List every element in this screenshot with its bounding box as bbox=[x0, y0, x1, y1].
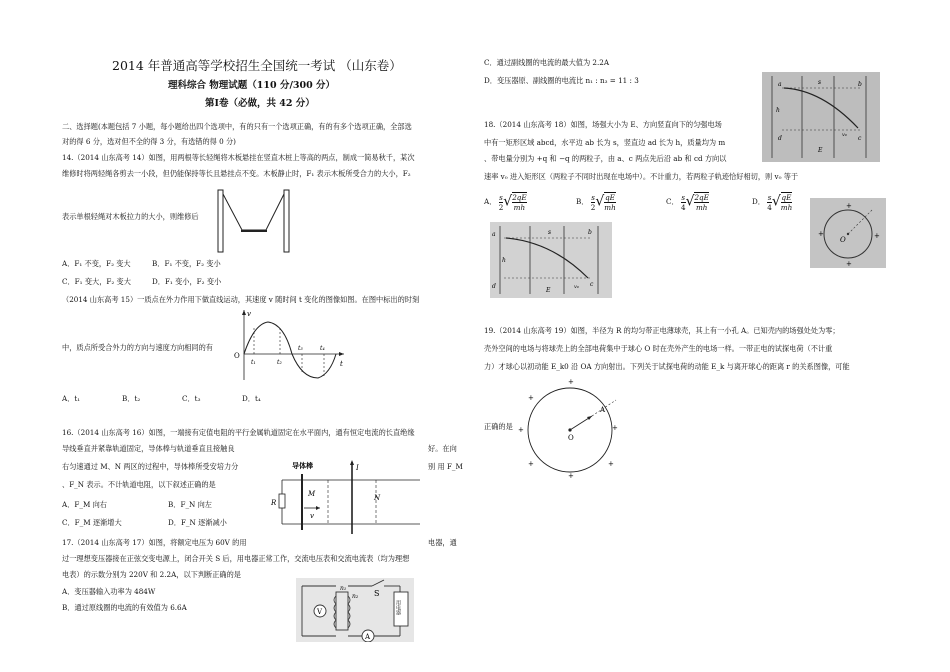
q18-option-c: C． $\frac{s}{4}$ √ $\frac{2qE}{mh}$ bbox=[666, 192, 709, 212]
q16-line: 右匀速通过 M、N 两区的过程中，导体棒所受安培力分 bbox=[62, 462, 239, 471]
rail-m-label: M bbox=[308, 490, 316, 498]
fm-h-label: h bbox=[502, 257, 506, 264]
intro-line: 对的得 6 分，选对但不全的得 3 分，有选错的得 0 分) bbox=[62, 137, 236, 146]
shell-figure-small bbox=[810, 198, 886, 268]
q18-d-num: qE bbox=[781, 193, 792, 202]
q14-option-b: B．F₁ 不变，F₂ 变小 bbox=[152, 259, 221, 268]
fm-c-label: c bbox=[590, 281, 594, 288]
q18-c-mh: mh bbox=[695, 203, 708, 212]
vt-t2-label: t₂ bbox=[277, 359, 282, 366]
paper-title: 2014 年普通高等学校招生全国统一考试 （山东卷） bbox=[112, 58, 402, 73]
q17-line: 电表）的示数分别为 220V 和 2.2A，以下判断正确的是 bbox=[62, 570, 241, 579]
q18-option-a: A． $\frac{s}{2}$ √ $\frac{2qE}{mh}$ bbox=[484, 192, 527, 212]
ft-s-label: s bbox=[818, 79, 822, 86]
q18-d-mh: mh bbox=[780, 203, 793, 212]
q18-option-a-label: A． bbox=[484, 197, 497, 206]
rail-current-label: I bbox=[356, 464, 359, 472]
q18-option-b: B． $\frac{s}{2}$ √ $\frac{qE}{mh}$ bbox=[576, 192, 616, 212]
fm-a-label: a bbox=[492, 231, 496, 238]
rail-rod-label: 导体棒 bbox=[292, 461, 313, 470]
fm-v0-label: v₀ bbox=[574, 284, 579, 290]
q18-b-den: 2 bbox=[590, 202, 596, 212]
q16-line: 、F_N 表示。不计轨道电阻，以下叙述正确的是 bbox=[62, 480, 216, 489]
q18-line: 18.（2014 山东高考 18）如图，场强大小为 E、方向竖直向下的匀强电场 bbox=[484, 120, 722, 129]
field-figure-top bbox=[762, 72, 880, 162]
q19-line: 力）才球心以初动能 E_k0 沿 OA 方向射出。下列关于试探电荷的动能 E_k 与离开球心的距离 r 的关系图像，可能 bbox=[484, 362, 850, 371]
shell-a-label: A bbox=[600, 406, 606, 414]
q17-line: 17.（2014 山东高考 17）如图，将额定电压为 60V 的用 bbox=[62, 538, 247, 547]
vt-v-label: v bbox=[247, 310, 251, 318]
q19-line: 19.（2014 山东高考 19）如图，半径为 R 的均匀带正电薄球壳，其上有一小孔 A。已知壳内的场强处处为零； bbox=[484, 326, 840, 335]
q18-option-d: D． $\frac{s}{4}$ √ $\frac{qE}{mh}$ bbox=[752, 192, 793, 212]
q18-b-num: qE bbox=[605, 193, 615, 202]
rail-n-label: N bbox=[374, 494, 381, 502]
fm-e-label: E bbox=[546, 287, 551, 294]
q15-line: 中，质点所受合外力的方向与速度方向相同的有 bbox=[62, 343, 213, 352]
field-figure-mid bbox=[490, 222, 612, 298]
ammeter-label: A bbox=[365, 633, 371, 641]
q16-option-b: B．F_N 向左 bbox=[168, 500, 212, 509]
ft-c-label: c bbox=[858, 135, 862, 142]
q15-option-b: B．t₂ bbox=[122, 394, 141, 403]
q19-line: 壳外空间的电场与将球壳上的全部电荷集中于球心 O 时在壳外产生的电场一样。一带正电的试探电荷（不计重 bbox=[484, 344, 833, 353]
small-plus-2: + bbox=[818, 230, 824, 238]
ft-e-label: E bbox=[818, 147, 823, 154]
vt-t3-label: t₃ bbox=[298, 345, 303, 352]
coil-n1-label: n₁ bbox=[340, 585, 347, 592]
q18-line: 、带电量分别为 +q 和 −q 的两粒子，由 a、c 两点先后沿 ab 和 cd 方向以 bbox=[484, 154, 727, 163]
paper-part: 第Ⅰ卷（必做，共 42 分） bbox=[205, 98, 315, 109]
shell-plus: + bbox=[612, 424, 618, 432]
swing-figure bbox=[214, 188, 294, 254]
intro-line: 二、选择题(本题包括 7 小题，每小题给出四个选项中，有的只有一个选项正确，有的有多个选项正确，全部选 bbox=[62, 122, 412, 131]
q18-c-den: 4 bbox=[680, 202, 686, 212]
q18-a-den: 2 bbox=[498, 202, 504, 212]
q18-a-num: 2qE bbox=[512, 193, 527, 202]
q18-d-coef: s bbox=[767, 192, 772, 202]
ft-b-label: b bbox=[858, 81, 862, 88]
q19-line: 正确的是 bbox=[484, 422, 513, 431]
q15-option-c: C．t₃ bbox=[182, 394, 201, 403]
rail-figure bbox=[270, 458, 420, 538]
load-label: 用电器 bbox=[395, 600, 401, 615]
q17-line-tail: 电器，通 bbox=[428, 538, 457, 547]
q16-line-tail: 好。在向 bbox=[428, 444, 457, 453]
q18-a-coef: s bbox=[499, 192, 503, 202]
q14-line: 维修时将两轻绳各剪去一小段，但仍能保持等长且悬挂点不变。木板静止时，F₁ 表示木板所受合力的大小，F₂ bbox=[62, 169, 411, 178]
ft-h-label: h bbox=[776, 107, 780, 114]
small-plus-4: + bbox=[846, 260, 852, 268]
q18-d-den: 4 bbox=[767, 202, 772, 212]
q17-option-b: B．通过原线圈的电流的有效值为 6.6A bbox=[62, 603, 187, 612]
q14-line: 表示单根轻绳对木板拉力的大小，则维修后 bbox=[62, 212, 199, 221]
q18-b-mh: mh bbox=[604, 203, 616, 212]
fm-d-label: d bbox=[492, 283, 496, 290]
vt-t1-label: t₁ bbox=[251, 359, 256, 366]
rail-resistor-label: R bbox=[271, 499, 277, 507]
q18-b-coef: s bbox=[591, 192, 595, 202]
q18-option-b-label: B． bbox=[576, 197, 589, 206]
paper-subtitle: 理科综合 物理试题（110 分/300 分） bbox=[168, 80, 336, 91]
shell-plus: + bbox=[518, 426, 524, 434]
small-o-label: O bbox=[840, 236, 846, 244]
q18-line: 速率 v₀ 进入矩形区（两粒子不同时出现在电场中）。不计重力，若两粒子轨迹恰好相切，则 v₀ 等于 bbox=[484, 172, 799, 181]
fm-s-label: s bbox=[548, 229, 552, 236]
q16-option-d: D．F_N 逐渐减小 bbox=[168, 518, 227, 527]
q15-option-a: A．t₁ bbox=[62, 394, 81, 403]
ft-a-label: a bbox=[778, 81, 782, 88]
shell-plus: + bbox=[608, 460, 614, 468]
q14-line: 14.（2014 山东高考 14）如图，用两根等长轻绳将木板悬挂在竖直木桩上等高的两点，制成一简易秋千，某次 bbox=[62, 153, 415, 162]
vt-t-label: t bbox=[340, 360, 343, 368]
q17-line: 过一理想变压器接在正弦交变电源上，闭合开关 S 后，用电器正常工作，交流电压表和交流电流表（均为理想 bbox=[62, 554, 410, 563]
q18-a-mh: mh bbox=[513, 203, 526, 212]
ft-d-label: d bbox=[778, 135, 782, 142]
shell-plus: + bbox=[568, 472, 574, 478]
voltmeter-label: V bbox=[317, 608, 323, 616]
q18-option-c-label: C． bbox=[666, 197, 679, 206]
ft-v0-label: v₀ bbox=[842, 132, 847, 138]
vt-graph bbox=[232, 306, 350, 382]
q15-option-d: D．t₄ bbox=[242, 394, 261, 403]
shell-figure bbox=[516, 378, 626, 478]
q18-line: 中有一矩形区域 abcd，水平边 ab 长为 s，竖直边 ad 长为 h，质量均为 m bbox=[484, 138, 726, 147]
small-plus-1: + bbox=[846, 202, 852, 210]
shell-plus: + bbox=[528, 394, 534, 402]
vt-t4-label: t₄ bbox=[320, 345, 325, 352]
small-plus-3: + bbox=[874, 232, 880, 240]
q18-c-num: 2qE bbox=[694, 193, 709, 202]
coil-n2-label: n₂ bbox=[352, 593, 359, 600]
vt-origin-label: O bbox=[234, 352, 240, 360]
q14-option-a: A．F₁ 不变，F₂ 变大 bbox=[62, 259, 131, 268]
transformer-figure bbox=[296, 578, 414, 642]
rail-v-label: v bbox=[310, 512, 314, 520]
q16-line-tail: 别 用 F_M bbox=[428, 462, 463, 471]
q18-c-coef: s bbox=[681, 192, 686, 202]
shell-o-label: O bbox=[568, 434, 574, 442]
q16-line: 16.（2014 山东高考 16）如图，一端接有定值电阻的平行金属轨道固定在水平面内，通有恒定电流的长直绝缘 bbox=[62, 428, 415, 437]
q15-line: （2014 山东高考 15）一质点在外力作用下做直线运动，其速度 v 随时间 t 变化的图像如图。在图中标出的时刻 bbox=[62, 295, 420, 304]
q14-option-d: D．F₁ 变小，F₂ 变小 bbox=[152, 277, 222, 286]
q18-option-d-label: D． bbox=[752, 197, 765, 206]
shell-plus: + bbox=[568, 378, 574, 386]
q17-option-a: A．变压器输入功率为 484W bbox=[62, 587, 156, 596]
q17-option-c: C．通过副线圈的电流的最大值为 2.2A bbox=[484, 58, 610, 67]
shell-plus: + bbox=[528, 460, 534, 468]
q16-option-c: C．F_M 逐渐增大 bbox=[62, 518, 122, 527]
q16-option-a: A．F_M 向右 bbox=[62, 500, 107, 509]
q14-option-c: C．F₁ 变大，F₂ 变大 bbox=[62, 277, 131, 286]
q17-option-d: D．变压器原、副线圈的电流比 n₁ : n₃ = 11 : 3 bbox=[484, 76, 639, 85]
q16-line: 导线垂直并紧靠轨道固定，导体棒与轨道垂直且接触良 bbox=[62, 444, 235, 453]
fm-b-label: b bbox=[588, 229, 592, 236]
switch-label: S bbox=[374, 589, 380, 598]
